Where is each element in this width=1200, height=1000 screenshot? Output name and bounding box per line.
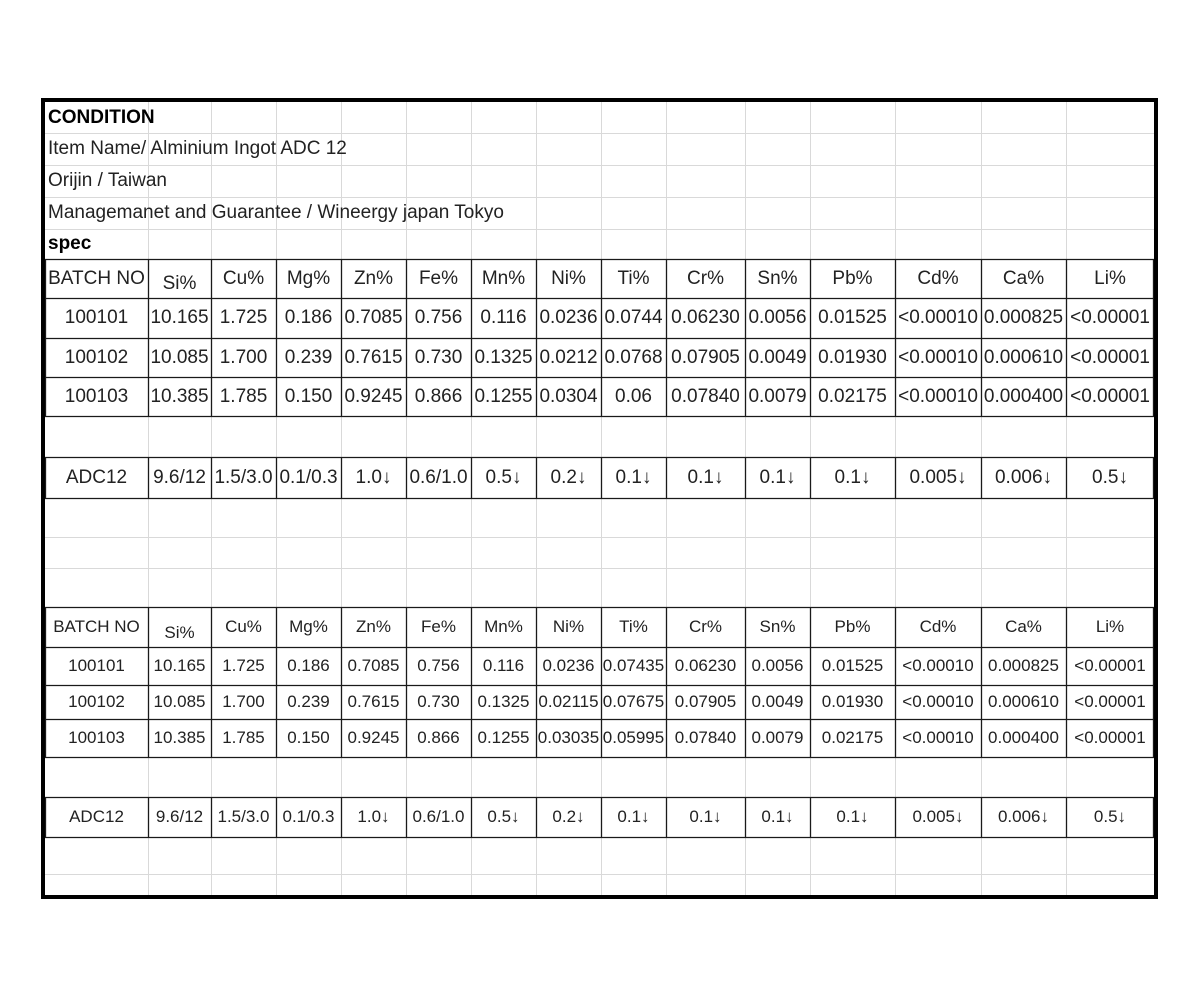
table1-cell[interactable]: 1.725	[219, 307, 268, 328]
spreadsheet-sheet	[41, 98, 1158, 899]
table1-cell[interactable]: <0.00001	[1070, 347, 1150, 368]
table1-header-batch-no[interactable]: BATCH NO	[48, 268, 145, 289]
table2-cell[interactable]: 0.000825	[988, 656, 1059, 675]
table1-cell[interactable]: 0.756	[414, 307, 463, 328]
table2-header-sn[interactable]: Sn%	[759, 617, 796, 636]
table2-cell[interactable]: 0.0056	[751, 656, 804, 675]
table2-cell[interactable]: <0.00001	[1074, 656, 1146, 675]
table1-standard-cell[interactable]: 0.5↓	[1092, 467, 1128, 488]
table2-cell[interactable]: 100103	[68, 728, 125, 747]
table1-cell[interactable]: 100102	[64, 347, 129, 368]
table2-header-cu[interactable]: Cu%	[225, 617, 262, 636]
table1-cell[interactable]: 10.165	[150, 307, 209, 328]
table2-cell[interactable]: 0.1325	[477, 692, 530, 711]
table2-standard-cell[interactable]: 0.1/0.3	[282, 807, 335, 826]
condition-heading[interactable]: CONDITION	[48, 107, 155, 128]
table1-standard-cell[interactable]: 0.1/0.3	[279, 467, 338, 488]
table2-header-cr[interactable]: Cr%	[688, 617, 723, 636]
table2-standard-cell[interactable]: 0.1↓	[761, 807, 794, 826]
table1-cell[interactable]: 0.07905	[671, 347, 740, 368]
table2-standard-cell[interactable]: 0.005↓	[912, 807, 964, 826]
table1-cell[interactable]: 0.000400	[983, 386, 1064, 407]
table2-cell[interactable]: 100101	[68, 656, 125, 675]
table1-cell[interactable]: 100103	[64, 386, 129, 407]
table1-cell[interactable]: 0.7085	[344, 307, 403, 328]
table2-cell[interactable]: 0.07675	[602, 692, 665, 711]
table2-standard-cell[interactable]: 1.5/3.0	[217, 807, 270, 826]
table2-standard-cell[interactable]: 0.1↓	[689, 807, 722, 826]
table1-header-cr[interactable]: Cr%	[687, 268, 724, 289]
item-name[interactable]: Item Name/ Alminium Ingot ADC 12	[48, 138, 347, 159]
table2-cell[interactable]: 10.165	[153, 656, 206, 675]
table2-cell[interactable]: <0.00001	[1074, 728, 1146, 747]
table1-cell[interactable]: 0.0049	[748, 347, 807, 368]
table1-header-cu[interactable]: Cu%	[222, 268, 265, 289]
table1-cell[interactable]: 0.1255	[474, 386, 533, 407]
table2-cell[interactable]: 10.385	[153, 728, 206, 747]
table1-header-ni[interactable]: Ni%	[551, 268, 586, 289]
table1-cell[interactable]: 0.0768	[604, 347, 663, 368]
table2-header-ti[interactable]: Ti%	[619, 617, 648, 636]
table2-header-si[interactable]: Si%	[164, 623, 195, 642]
table1-cell[interactable]: 0.239	[284, 347, 333, 368]
table1-cell[interactable]: <0.00001	[1070, 386, 1150, 407]
table1-standard-cell[interactable]: 9.6/12	[153, 467, 206, 488]
table2-cell[interactable]: <0.00010	[902, 728, 974, 747]
table1-standard-cell[interactable]: 0.1↓	[615, 467, 652, 488]
table2-cell[interactable]: 0.000610	[988, 692, 1059, 711]
table2-cell[interactable]: 0.02175	[821, 728, 884, 747]
table1-header-fe[interactable]: Fe%	[418, 268, 459, 289]
table2-header-batch-no[interactable]: BATCH NO	[53, 617, 140, 636]
table1-cell[interactable]: 0.0236	[539, 307, 598, 328]
table2-standard-cell[interactable]: ADC12	[69, 807, 124, 826]
table1-header-zn[interactable]: Zn%	[353, 268, 394, 289]
table1-standard-cell[interactable]: 0.5↓	[485, 467, 522, 488]
table1-cell[interactable]: 0.0056	[748, 307, 807, 328]
table2-standard-cell[interactable]: 0.006↓	[997, 807, 1050, 826]
table1-standard-cell[interactable]: 1.0↓	[355, 467, 392, 488]
table1-cell[interactable]: 0.0744	[604, 307, 663, 328]
table1-standard-cell[interactable]: 0.1↓	[834, 467, 871, 488]
table2-standard-cell[interactable]: 0.2↓	[552, 807, 585, 826]
table1-cell[interactable]: 0.730	[414, 347, 463, 368]
table1-cell[interactable]: 0.0212	[539, 347, 598, 368]
table1-header-sn[interactable]: Sn%	[757, 268, 798, 289]
table2-standard-cell[interactable]: 0.1↓	[836, 807, 869, 826]
table1-standard-cell[interactable]: 0.1↓	[687, 467, 724, 488]
table1-cell[interactable]: 0.116	[480, 307, 527, 328]
table1-standard-cell[interactable]: 0.006↓	[994, 467, 1053, 488]
table2-cell[interactable]: 0.01525	[821, 656, 884, 675]
table2-cell[interactable]: 0.866	[417, 728, 460, 747]
table2-header-ca[interactable]: Ca%	[1005, 617, 1042, 636]
table2-standard-cell[interactable]: 0.1↓	[617, 807, 650, 826]
table1-cell[interactable]: 0.000825	[983, 307, 1064, 328]
table1-cell[interactable]: <0.00010	[898, 386, 978, 407]
table2-cell[interactable]: 0.756	[417, 656, 460, 675]
management-guarantee[interactable]: Managemanet and Guarantee / Wineergy japan Tokyo	[48, 202, 504, 223]
table2-cell[interactable]: 0.116	[482, 656, 525, 675]
table1-cell[interactable]: 0.06	[615, 386, 652, 407]
table1-cell[interactable]: 0.02175	[818, 386, 887, 407]
table2-standard-cell[interactable]: 0.5↓	[487, 807, 520, 826]
table2-header-mg[interactable]: Mg%	[289, 617, 328, 636]
table2-cell[interactable]: 0.000400	[988, 728, 1059, 747]
table2-cell[interactable]: 0.730	[417, 692, 460, 711]
table1-header-ca[interactable]: Ca%	[1002, 268, 1045, 289]
spec-label[interactable]: spec	[48, 233, 92, 254]
table1-header-mg[interactable]: Mg%	[286, 268, 331, 289]
table2-cell[interactable]: 0.01930	[821, 692, 884, 711]
table2-standard-cell[interactable]: 1.0↓	[357, 807, 390, 826]
table2-cell[interactable]: 0.06230	[674, 656, 737, 675]
table2-cell[interactable]: 0.07840	[674, 728, 737, 747]
table1-cell[interactable]: 0.7615	[344, 347, 403, 368]
table2-cell[interactable]: 0.07435	[602, 656, 665, 675]
table2-header-pb[interactable]: Pb%	[834, 617, 871, 636]
table2-cell[interactable]: 0.0049	[751, 692, 804, 711]
table1-cell[interactable]: 0.000610	[983, 347, 1064, 368]
table2-standard-cell[interactable]: 0.5↓	[1093, 807, 1127, 826]
table1-cell[interactable]: 0.01930	[818, 347, 887, 368]
table1-cell[interactable]: 0.1325	[474, 347, 533, 368]
table2-header-cd[interactable]: Cd%	[919, 617, 957, 636]
table2-cell[interactable]: <0.00010	[902, 656, 974, 675]
table2-header-mn[interactable]: Mn%	[484, 617, 523, 636]
table2-cell[interactable]: 10.085	[153, 692, 206, 711]
table1-cell[interactable]: 0.06230	[671, 307, 740, 328]
table2-cell[interactable]: 0.02115	[538, 692, 599, 711]
table1-standard-cell[interactable]: 1.5/3.0	[214, 467, 273, 488]
table1-header-li[interactable]: Li%	[1094, 268, 1126, 289]
table1-cell[interactable]: 1.700	[219, 347, 268, 368]
table2-cell[interactable]: 0.7615	[347, 692, 400, 711]
table1-standard-cell[interactable]: 0.2↓	[550, 467, 587, 488]
table2-cell[interactable]: 100102	[68, 692, 125, 711]
table1-standard-cell[interactable]: ADC12	[65, 467, 128, 488]
table1-header-cd[interactable]: Cd%	[917, 268, 959, 289]
table1-header-pb[interactable]: Pb%	[832, 268, 873, 289]
table1-cell[interactable]: 0.0304	[539, 386, 598, 407]
table2-header-fe[interactable]: Fe%	[421, 617, 456, 636]
table2-header-zn[interactable]: Zn%	[356, 617, 391, 636]
table1-cell[interactable]: <0.00010	[898, 347, 978, 368]
table1-cell[interactable]: 10.385	[150, 386, 209, 407]
table1-cell[interactable]: 0.0079	[748, 386, 807, 407]
table1-cell[interactable]: 0.07840	[671, 386, 740, 407]
table1-standard-cell[interactable]: 0.1↓	[759, 467, 796, 488]
table2-cell[interactable]: 1.785	[222, 728, 265, 747]
table2-header-li[interactable]: Li%	[1095, 617, 1125, 636]
table2-cell[interactable]: 0.150	[287, 728, 330, 747]
table2-standard-cell[interactable]: 9.6/12	[155, 807, 204, 826]
table2-cell[interactable]: 1.725	[222, 656, 265, 675]
table1-cell[interactable]: <0.00001	[1070, 307, 1150, 328]
table2-cell[interactable]: 0.03035	[537, 728, 600, 747]
table2-cell[interactable]: 0.239	[287, 692, 330, 711]
table1-header-si[interactable]: Si%	[162, 273, 197, 294]
table2-cell[interactable]: 0.7085	[347, 656, 400, 675]
table1-standard-cell[interactable]: 0.005↓	[909, 467, 967, 488]
table1-header-ti[interactable]: Ti%	[617, 268, 650, 289]
table1-cell[interactable]: 0.01525	[818, 307, 887, 328]
table1-standard-cell[interactable]: 0.6/1.0	[409, 467, 468, 488]
table1-cell[interactable]: 10.085	[150, 347, 209, 368]
table1-cell[interactable]: 0.866	[414, 386, 463, 407]
table2-cell[interactable]: 0.0236	[542, 656, 595, 675]
table1-cell[interactable]: 0.150	[284, 386, 333, 407]
table1-cell[interactable]: <0.00010	[898, 307, 978, 328]
table1-cell[interactable]: 0.9245	[344, 386, 403, 407]
table2-cell[interactable]: 0.07905	[674, 692, 737, 711]
table2-header-ni[interactable]: Ni%	[552, 617, 585, 636]
table2-cell[interactable]: 0.0079	[751, 728, 804, 747]
origin[interactable]: Orijin / Taiwan	[48, 170, 167, 191]
table2-cell[interactable]: 0.1255	[477, 728, 530, 747]
table1-cell[interactable]: 100101	[64, 307, 129, 328]
table2-cell[interactable]: <0.00010	[902, 692, 974, 711]
table2-cell[interactable]: 0.05995	[602, 728, 665, 747]
table2-cell[interactable]: <0.00001	[1074, 692, 1146, 711]
table2-standard-cell[interactable]: 0.6/1.0	[412, 807, 465, 826]
table1-cell[interactable]: 1.785	[219, 386, 268, 407]
table1-cell[interactable]: 0.186	[284, 307, 333, 328]
table2-cell[interactable]: 0.9245	[347, 728, 400, 747]
table2-cell[interactable]: 1.700	[222, 692, 265, 711]
table1-header-mn[interactable]: Mn%	[481, 268, 526, 289]
table2-cell[interactable]: 0.186	[287, 656, 330, 675]
